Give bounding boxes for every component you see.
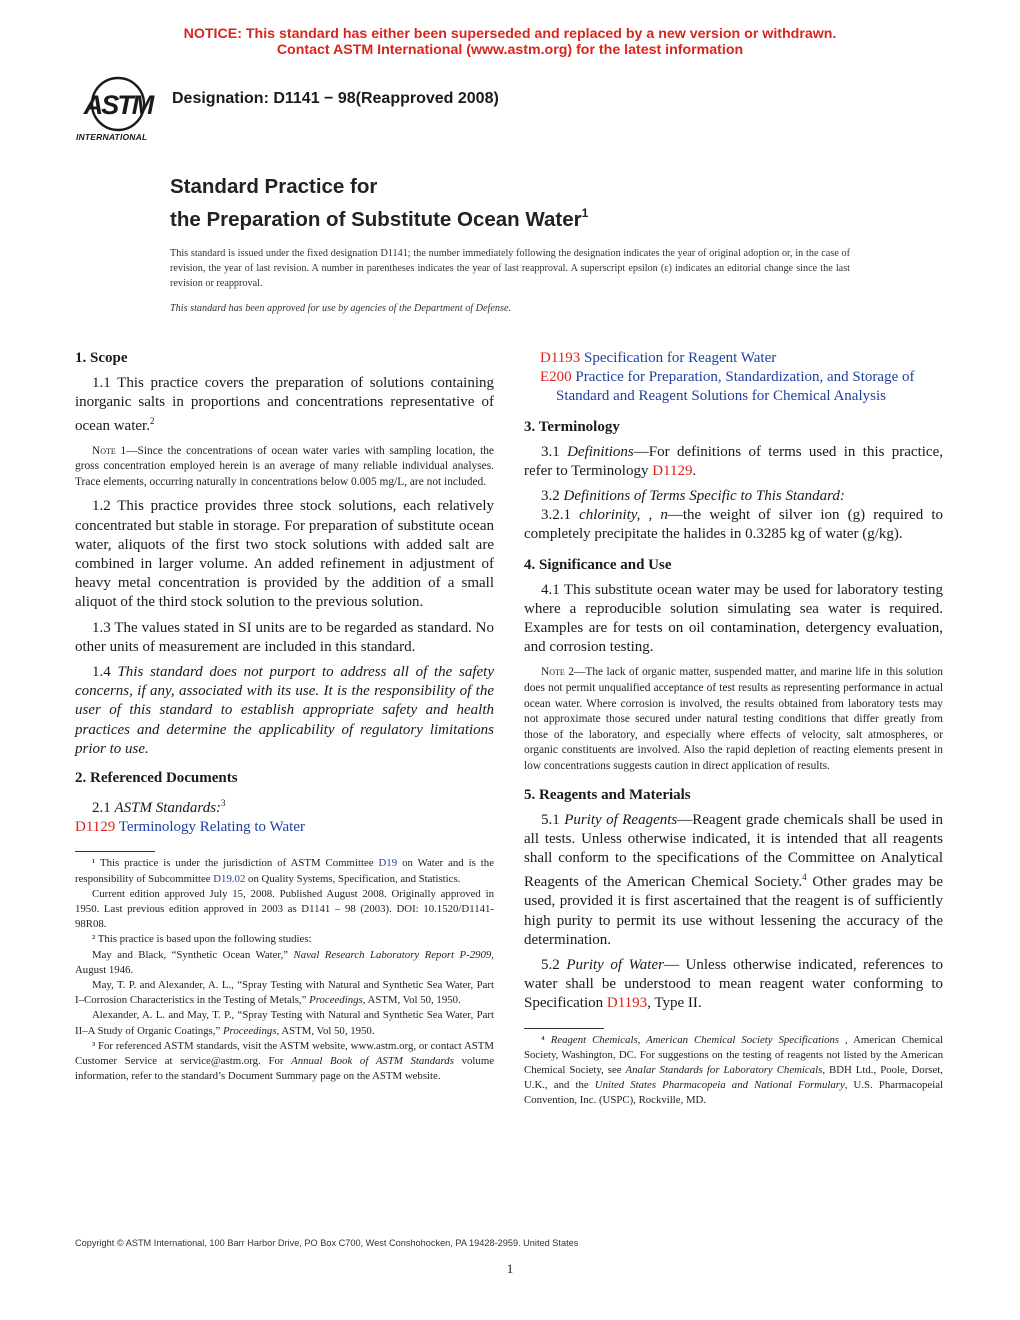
para-5-2 bbox=[524, 956, 943, 1014]
title-line-2: the Preparation of Substitute Ocean Water bbox=[170, 208, 582, 231]
left-footnotes bbox=[75, 856, 494, 1084]
ref-d1193 bbox=[524, 349, 943, 368]
fn2-a1: May and Black, “Synthetic Ocean Water,” bbox=[92, 948, 294, 961]
para-2-1 bbox=[75, 794, 494, 818]
footnote-1 bbox=[75, 856, 494, 886]
fn4-title-1: Reagent Chemicals, American Chemical Society Specifications bbox=[550, 1033, 840, 1046]
para-5-1-text-a: —Reagent grade chemicals shall be used in all tests. Unless otherwise indicated, it is intended that all reagents shall conform to the specifications of the Committee on Analytical Reagents of the American Chemical Society. bbox=[524, 811, 944, 891]
para-1-3: 1.3 The values stated in SI units are to be regarded as standard. No other units of measurement are included in this standard. bbox=[75, 619, 494, 655]
notice-line-1: NOTICE: This standard has either been superseded and replaced by a new version or withdrawn. bbox=[183, 26, 837, 42]
fn2-a3-vol: , ASTM, Vol 50, 1950. bbox=[276, 1024, 375, 1037]
para-3-1-end: . bbox=[692, 462, 697, 479]
issuance-statement: This standard is issued under the fixed designation D1141; the number immediately following the designation indicates the year of original adoption or, in the case of revision, the year of last revision. A number in parentheses indicates the year of last reapproval. A superscript epsilon (ε) indicates an editorial change since the last revision or reapproval. bbox=[170, 248, 850, 290]
para-1-1 bbox=[75, 374, 494, 437]
note-1 bbox=[75, 444, 494, 491]
fn1-c: on Quality Systems, Specification, and Statistics. bbox=[245, 872, 461, 885]
para-3-1-term: Definitions bbox=[567, 443, 634, 460]
left-column bbox=[75, 349, 494, 1084]
para-5-2-end: , Type II. bbox=[647, 995, 702, 1012]
para-2-1-footnote-ref: 3 bbox=[221, 798, 226, 809]
para-5-1-number: 5.1 bbox=[541, 811, 565, 828]
fn3-a: ³ For referenced ASTM standards, visit the ASTM website, www.astm.org, or contact ASTM Customer Service at service@astm.org. For bbox=[75, 1039, 494, 1068]
fn1-b: on Water and is the responsibility of Subcommittee bbox=[75, 857, 494, 885]
para-3-2-1-term: chlorinity, , n bbox=[579, 507, 668, 524]
fn2-a3: Alexander, A. L. and May, T. P., “Spray Testing with Natural and Synthetic Sea Water, Part II–A Study of Organic Coatings,” bbox=[75, 1009, 494, 1037]
footnote-2: ² This practice is based upon the following studies: bbox=[92, 933, 312, 946]
page-number: 1 bbox=[506, 1261, 514, 1276]
supersede-notice bbox=[0, 26, 1020, 58]
para-5-2-link-d1193[interactable]: D1193 bbox=[606, 995, 648, 1012]
fn4-d: , U.S. Pharmacopeial Convention, Inc. (USPC), Rockville, MD. bbox=[524, 1079, 944, 1107]
para-2-1-number: 2.1 bbox=[92, 800, 115, 817]
footnote-3 bbox=[75, 1039, 494, 1085]
para-3-2-1 bbox=[524, 506, 943, 544]
para-3-1-number: 3.1 bbox=[541, 443, 568, 460]
para-5-2-term: Purity of Water bbox=[566, 957, 664, 974]
footnote-divider bbox=[75, 851, 155, 852]
fn2-a1-date: , August 1946. bbox=[75, 948, 494, 976]
svg-text:ASTM: ASTM bbox=[83, 90, 153, 120]
footnote-2-ref-1 bbox=[75, 948, 494, 978]
ref-d1129-title[interactable]: Terminology Relating to Water bbox=[115, 819, 305, 836]
ref-d1193-link[interactable]: D1193 bbox=[540, 350, 581, 366]
fn2-a1-source: Naval Research Laboratory Report P-2909 bbox=[293, 948, 492, 961]
section-4-heading: 4. Significance and Use bbox=[524, 556, 672, 573]
footnote-2-ref-2 bbox=[75, 978, 494, 1008]
dod-approval-statement: This standard has been approved for use by agencies of the Department of Defense. bbox=[170, 303, 512, 314]
para-1-2: 1.2 This practice provides three stock solutions, each relatively concentrated but stable in storage. For preparation of substitute ocean water, aliquots of the first two stock solutions with added salt are combined in larger volume. An added refinement in adjustment of heavy metal concentration is provided by the addition of a small aliquot of the third stock solution to the previous solution. bbox=[75, 498, 494, 611]
para-3-2 bbox=[524, 487, 943, 506]
para-3-1 bbox=[524, 443, 943, 481]
para-5-1-footnote-ref: 4 bbox=[802, 872, 807, 883]
ref-e200 bbox=[524, 368, 943, 406]
para-1-1-footnote-ref: 2 bbox=[149, 416, 155, 427]
section-2-heading: 2. Referenced Documents bbox=[75, 770, 238, 787]
ref-d1193-title[interactable]: Specification for Reagent Water bbox=[580, 350, 777, 366]
title-footnote-ref: 1 bbox=[581, 206, 589, 220]
fn4-title-3: United States Pharmacopeia and National Formulary bbox=[594, 1079, 845, 1092]
para-2-1-text: ASTM Standards: bbox=[114, 800, 222, 817]
para-4-1: 4.1 This substitute ocean water may be used for laboratory testing where a reproducible solution simulating sea water is required. Examples are for tests on oil contamination, detergency evaluation, and corrosion testing. bbox=[524, 581, 943, 656]
note-2 bbox=[524, 665, 943, 774]
fn1-link-d1902[interactable]: D19.02 bbox=[213, 872, 246, 885]
note-2-label: Note 2 bbox=[541, 666, 574, 679]
footnote-2-ref-3 bbox=[75, 1008, 494, 1038]
para-3-2-text: Definitions of Terms Specific to This Standard: bbox=[563, 488, 845, 505]
fn4-title-2: Analar Standards for Laboratory Chemicals bbox=[625, 1064, 823, 1077]
ref-e200-link[interactable]: E200 bbox=[540, 369, 572, 386]
para-3-1-link-d1129[interactable]: D1129 bbox=[652, 462, 693, 479]
footnote-1-current-edition: Current edition approved July 15, 2008. Published August 2008. Originally approved in 1950. Last previous edition approved in 2003 as D1141 – 98 (2003). DOI: 10.1520/D1141-98R08. bbox=[75, 887, 494, 931]
section-3-heading: 3. Terminology bbox=[524, 418, 620, 435]
section-1-heading: 1. Scope bbox=[75, 350, 128, 366]
para-1-4 bbox=[75, 663, 494, 759]
astm-logo bbox=[72, 74, 164, 146]
fn3-b: volume information, refer to the standard’s Document Summary page on the ASTM website. bbox=[75, 1055, 495, 1083]
notice-line-2: Contact ASTM International (www.astm.org) for the latest information bbox=[276, 42, 744, 58]
para-5-1-term: Purity of Reagents bbox=[564, 811, 678, 828]
para-3-2-1-number: 3.2.1 bbox=[541, 507, 580, 524]
note-1-text: —Since the concentrations of ocean water varies with sampling location, the gross concentration employed herein is an average of many reliable individual analyses. Trace elements, occurring naturally in concentrations below 0.005 mg/L, are not included. bbox=[75, 444, 494, 488]
fn4-c: , BDH Ltd., Poole, Dorset, U.K., and the bbox=[524, 1064, 943, 1092]
fn1-link-d19[interactable]: D19 bbox=[378, 857, 398, 870]
title-line-1: Standard Practice for bbox=[170, 175, 378, 198]
title-line-2-wrap bbox=[170, 200, 588, 233]
para-1-4-text: This standard does not purport to address all of the safety concerns, if any, associated with its use. It is the responsibility of the user of this standard to establish appropriate safety and health practices and determine the applicability of regulatory limitations prior to use. bbox=[75, 664, 495, 757]
fn2-a3-source: Proceedings bbox=[222, 1024, 277, 1037]
ref-d1129 bbox=[75, 818, 494, 837]
para-5-2-number: 5.2 bbox=[541, 957, 567, 974]
fn4-a: ⁴ bbox=[541, 1033, 551, 1046]
para-1-4-number: 1.4 bbox=[92, 664, 118, 681]
logo-subtext: INTERNATIONAL bbox=[76, 132, 148, 142]
note-1-label: Note 1 bbox=[92, 444, 127, 457]
para-5-1 bbox=[524, 811, 943, 950]
designation: Designation: D1141 − 98(Reapproved 2008) bbox=[172, 90, 499, 107]
fn2-a2-vol: , ASTM, Vol 50, 1950. bbox=[362, 994, 461, 1007]
para-3-1-text: —For definitions of terms used in this practice, refer to Terminology bbox=[524, 443, 943, 479]
section-5-heading: 5. Reagents and Materials bbox=[524, 786, 691, 803]
para-3-2-1-text: —the weight of silver ion (g) required to completely precipitate the halides in 0.3285 kg of water (g/kg). bbox=[524, 507, 943, 543]
fn4-b: , American Chemical Society, Washington, DC. For suggestions on the testing of reagents not listed by the American Chemical Society, see bbox=[524, 1033, 944, 1077]
para-5-2-text: — Unless otherwise indicated, references to water shall be understood to mean reagent water conforming to Specification bbox=[524, 957, 944, 1012]
ref-e200-title[interactable]: Practice for Preparation, Standardization, and Storage of Standard and Reagent Solutions for Chemical Analysis bbox=[556, 369, 915, 405]
footnote-divider-right bbox=[524, 1028, 604, 1029]
footnote-4 bbox=[524, 1033, 943, 1109]
note-2-text: —The lack of organic matter, suspended matter, and marine life in this solution does not permit unqualified acceptance of test results as representing performance in actual ocean water. Where corrosion is involved, the results obtained from laboratory tests may not approximate those secured under natural testing conditions that differ greatly from those of the laboratory, and especially where effects of velocity, salt atmospheres, or organic constituents are involved. Also the rapid depletion of reacting elements present in low concentrations suggests caution in direct application of results. bbox=[524, 666, 943, 772]
fn2-a2-source: Proceedings bbox=[309, 994, 363, 1007]
para-1-1-text: 1.1 This practice covers the preparation of solutions containing inorganic salts in proportions and concentrations representative of ocean water. bbox=[75, 375, 494, 435]
fn2-a2: May, T. P. and Alexander, A. L., “Spray Testing with Natural and Synthetic Sea Water, Part I–Corrosion Characteristics in the Testing of Metals,” bbox=[75, 979, 494, 1007]
ref-d1129-link[interactable]: D1129 bbox=[75, 819, 116, 836]
para-5-1-text-b: Other grades may be used, provided it is first ascertained that the reagent is of sufficiently high purity to permit its use without lessening the accuracy of the determination. bbox=[524, 874, 943, 948]
copyright-line: Copyright © ASTM International, 100 Barr Harbor Drive, PO Box C700, West Conshohocken, PA 19428-2959. United States bbox=[75, 1238, 579, 1248]
document-title bbox=[170, 174, 588, 233]
para-3-2-number: 3.2 bbox=[541, 488, 564, 505]
fn1-a: ¹ This practice is under the jurisdiction of ASTM Committee bbox=[92, 857, 379, 870]
fn3-book: Annual Book of ASTM Standards bbox=[291, 1055, 454, 1068]
right-column bbox=[524, 349, 943, 1109]
